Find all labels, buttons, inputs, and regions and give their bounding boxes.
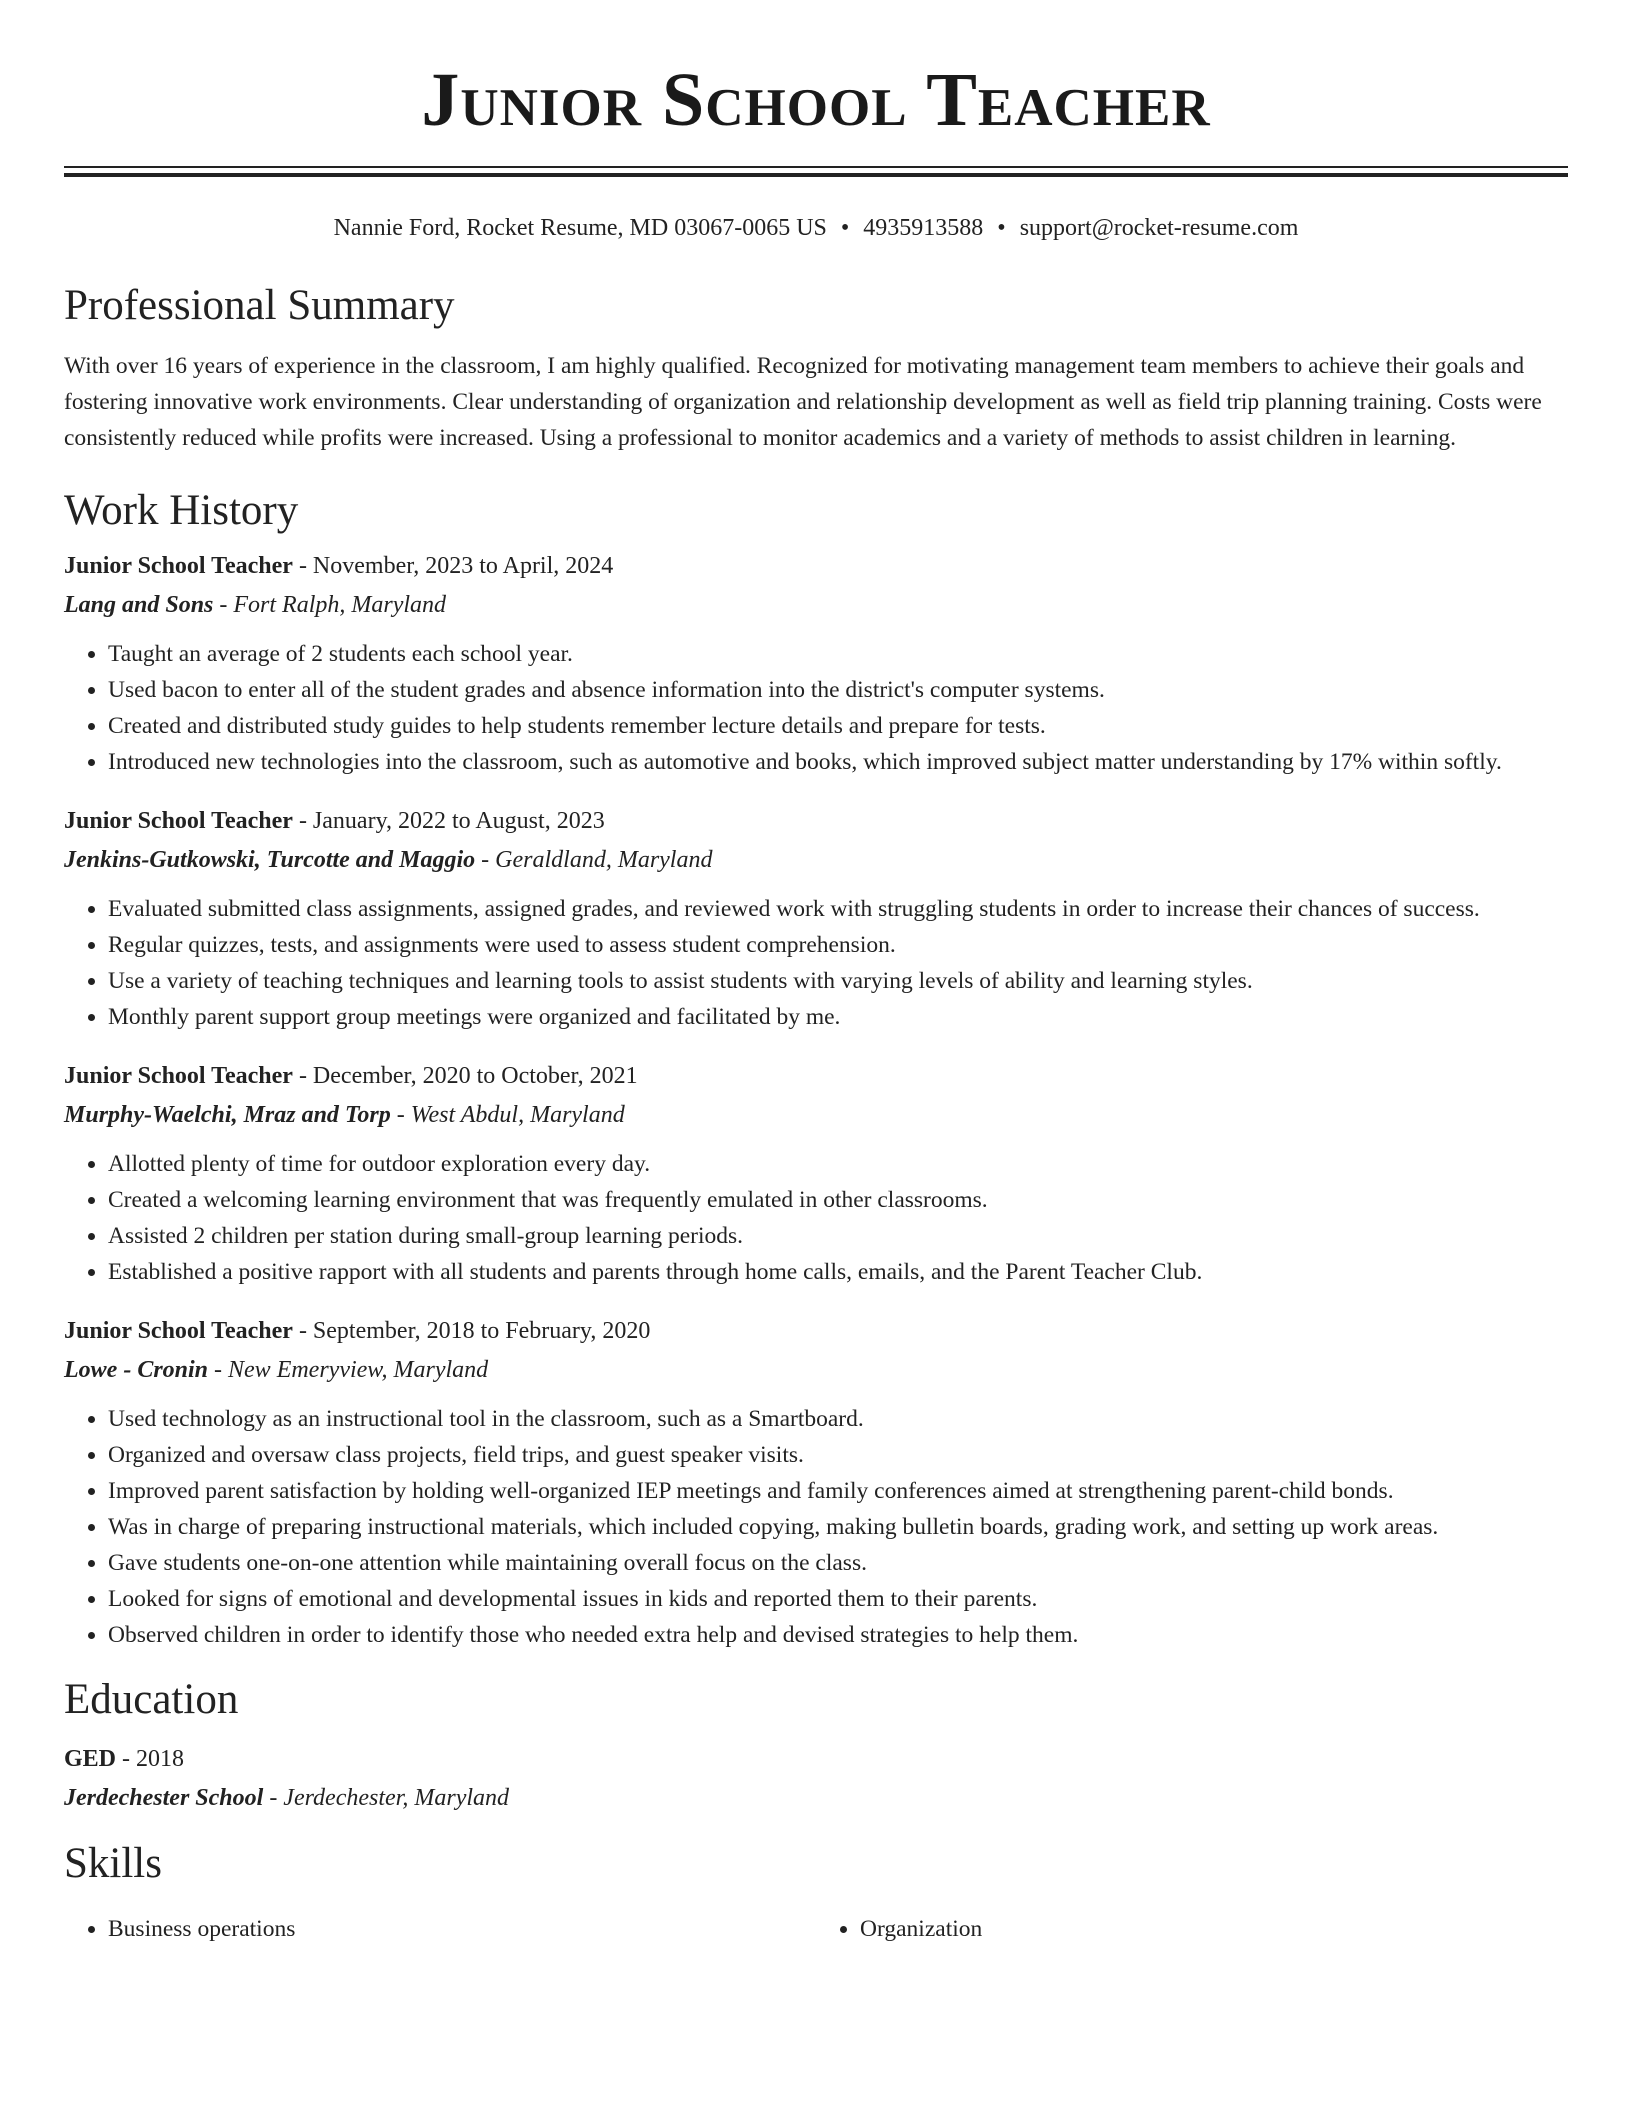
title-divider-thin xyxy=(64,166,1568,168)
list-item: • Observed children in order to identify those who needed extra help and devised strategies to help them. xyxy=(108,1617,1568,1653)
list-item: • Introduced new technologies into the classroom, such as automotive and books, which improved subject matter understanding by 17% within softly. xyxy=(108,744,1568,780)
list-item: • Established a positive rapport with all students and parents through home calls, emails, and the Parent Teacher Club. xyxy=(108,1254,1568,1290)
job-title: Junior School Teacher xyxy=(64,1063,293,1089)
work-history-list xyxy=(64,551,1568,1653)
list-item: • Created a welcoming learning environment that was frequently emulated in other classrooms. xyxy=(108,1182,1568,1218)
skill-item: • Organization xyxy=(860,1911,1568,1947)
job-company: Lang and Sons xyxy=(64,592,214,618)
list-item: • Improved parent satisfaction by holding well-organized IEP meetings and family conferences aimed at strengthening parent-child bonds. xyxy=(108,1473,1568,1509)
education-location: - Jerdechester, Maryland xyxy=(263,1785,510,1811)
job-dates: - September, 2018 to February, 2020 xyxy=(292,1318,651,1344)
job-entry xyxy=(64,551,1568,780)
list-item: • Allotted plenty of time for outdoor exploration every day. xyxy=(108,1146,1568,1182)
list-item: • Regular quizzes, tests, and assignments were used to assess student comprehension. xyxy=(108,927,1568,963)
job-bullets xyxy=(64,891,1568,1035)
skills-column-left xyxy=(64,1911,816,1947)
list-item: • Used bacon to enter all of the student grades and absence information into the district's computer systems. xyxy=(108,672,1568,708)
job-bullets xyxy=(64,636,1568,780)
job-title: Junior School Teacher xyxy=(64,553,293,579)
contact-address: Nannie Ford, Rocket Resume, MD 03067-0065 US xyxy=(333,215,827,241)
contact-phone: 4935913588 xyxy=(863,215,984,241)
job-bullets xyxy=(64,1401,1568,1653)
job-title-line xyxy=(64,551,1568,581)
list-item: • Assisted 2 children per station during small-group learning periods. xyxy=(108,1218,1568,1254)
skills-heading: Skills xyxy=(64,1840,162,1887)
education-degree: GED xyxy=(64,1746,117,1772)
job-location: - West Abdul, Maryland xyxy=(390,1102,625,1128)
list-item: • Evaluated submitted class assignments, assigned grades, and reviewed work with struggling students in order to increase their chances of success. xyxy=(108,891,1568,927)
list-item: • Created and distributed study guides to help students remember lecture details and prepare for tests. xyxy=(108,708,1568,744)
education-heading: Education xyxy=(64,1676,239,1723)
job-dates: - January, 2022 to August, 2023 xyxy=(292,808,605,834)
contact-separator: • xyxy=(997,215,1006,241)
list-item: • Monthly parent support group meetings were organized and facilitated by me. xyxy=(108,999,1568,1035)
job-entry xyxy=(64,806,1568,1035)
job-company-line xyxy=(64,590,1568,620)
job-location: - Geraldland, Maryland xyxy=(475,847,713,873)
summary-text: With over 16 years of experience in the classroom, I am highly qualified. Recognized for motivating management team members to achieve their goals and fostering innovative work environments. Clear understanding of organization and relationship development as well as field trip planning training. Costs were consistently reduced while profits were increased. Using a professional to monitor academics and a variety of methods to assist children in learning. xyxy=(64,353,1542,451)
list-item: • Looked for signs of emotional and developmental issues in kids and reported them to their parents. xyxy=(108,1581,1568,1617)
education-school: Jerdechester School xyxy=(64,1785,264,1811)
summary-heading: Professional Summary xyxy=(64,282,455,329)
list-item: • Used technology as an instructional tool in the classroom, such as a Smartboard. xyxy=(108,1401,1568,1437)
list-item: • Organized and oversaw class projects, field trips, and guest speaker visits. xyxy=(108,1437,1568,1473)
contact-line xyxy=(64,213,1568,243)
job-entry xyxy=(64,1061,1568,1290)
job-dates: - December, 2020 to October, 2021 xyxy=(292,1063,638,1089)
job-title: Junior School Teacher xyxy=(64,808,293,834)
job-company: Murphy-Waelchi, Mraz and Torp xyxy=(64,1102,391,1128)
list-item: • Use a variety of teaching techniques and learning tools to assist students with varying levels of ability and learning styles. xyxy=(108,963,1568,999)
resume-page xyxy=(64,0,1568,1947)
work-history-heading: Work History xyxy=(64,487,299,534)
skill-item: • Business operations xyxy=(108,1911,816,1947)
list-item: • Gave students one-on-one attention while maintaining overall focus on the class. xyxy=(108,1545,1568,1581)
job-company: Jenkins-Gutkowski, Turcotte and Maggio xyxy=(64,847,476,873)
job-location: - New Emeryview, Maryland xyxy=(208,1357,489,1383)
job-company: Lowe - Cronin xyxy=(64,1357,209,1383)
job-title-line xyxy=(64,1061,1568,1091)
job-location: - Fort Ralph, Maryland xyxy=(213,592,447,618)
job-company-line xyxy=(64,1355,1568,1385)
education-entry xyxy=(64,1744,1568,1813)
job-title-line xyxy=(64,1316,1568,1346)
job-company-line xyxy=(64,1100,1568,1130)
skills-list xyxy=(64,1911,1568,1947)
job-dates: - November, 2023 to April, 2024 xyxy=(292,553,614,579)
job-company-line xyxy=(64,845,1568,875)
resume-title: Junior School Teacher xyxy=(421,58,1211,142)
education-school-line xyxy=(64,1783,1568,1813)
job-entry xyxy=(64,1316,1568,1653)
list-item: • Was in charge of preparing instructional materials, which included copying, making bulletin boards, grading work, and setting up work areas. xyxy=(108,1509,1568,1545)
job-title-line xyxy=(64,806,1568,836)
skills-column-right xyxy=(816,1911,1568,1947)
job-bullets xyxy=(64,1146,1568,1290)
contact-separator: • xyxy=(840,215,850,241)
education-year: - 2018 xyxy=(116,1746,185,1772)
contact-email: support@rocket-resume.com xyxy=(1019,215,1299,241)
title-divider-thick xyxy=(64,173,1568,177)
job-title: Junior School Teacher xyxy=(64,1318,293,1344)
list-item: • Taught an average of 2 students each school year. xyxy=(108,636,1568,672)
education-degree-line xyxy=(64,1744,1568,1774)
